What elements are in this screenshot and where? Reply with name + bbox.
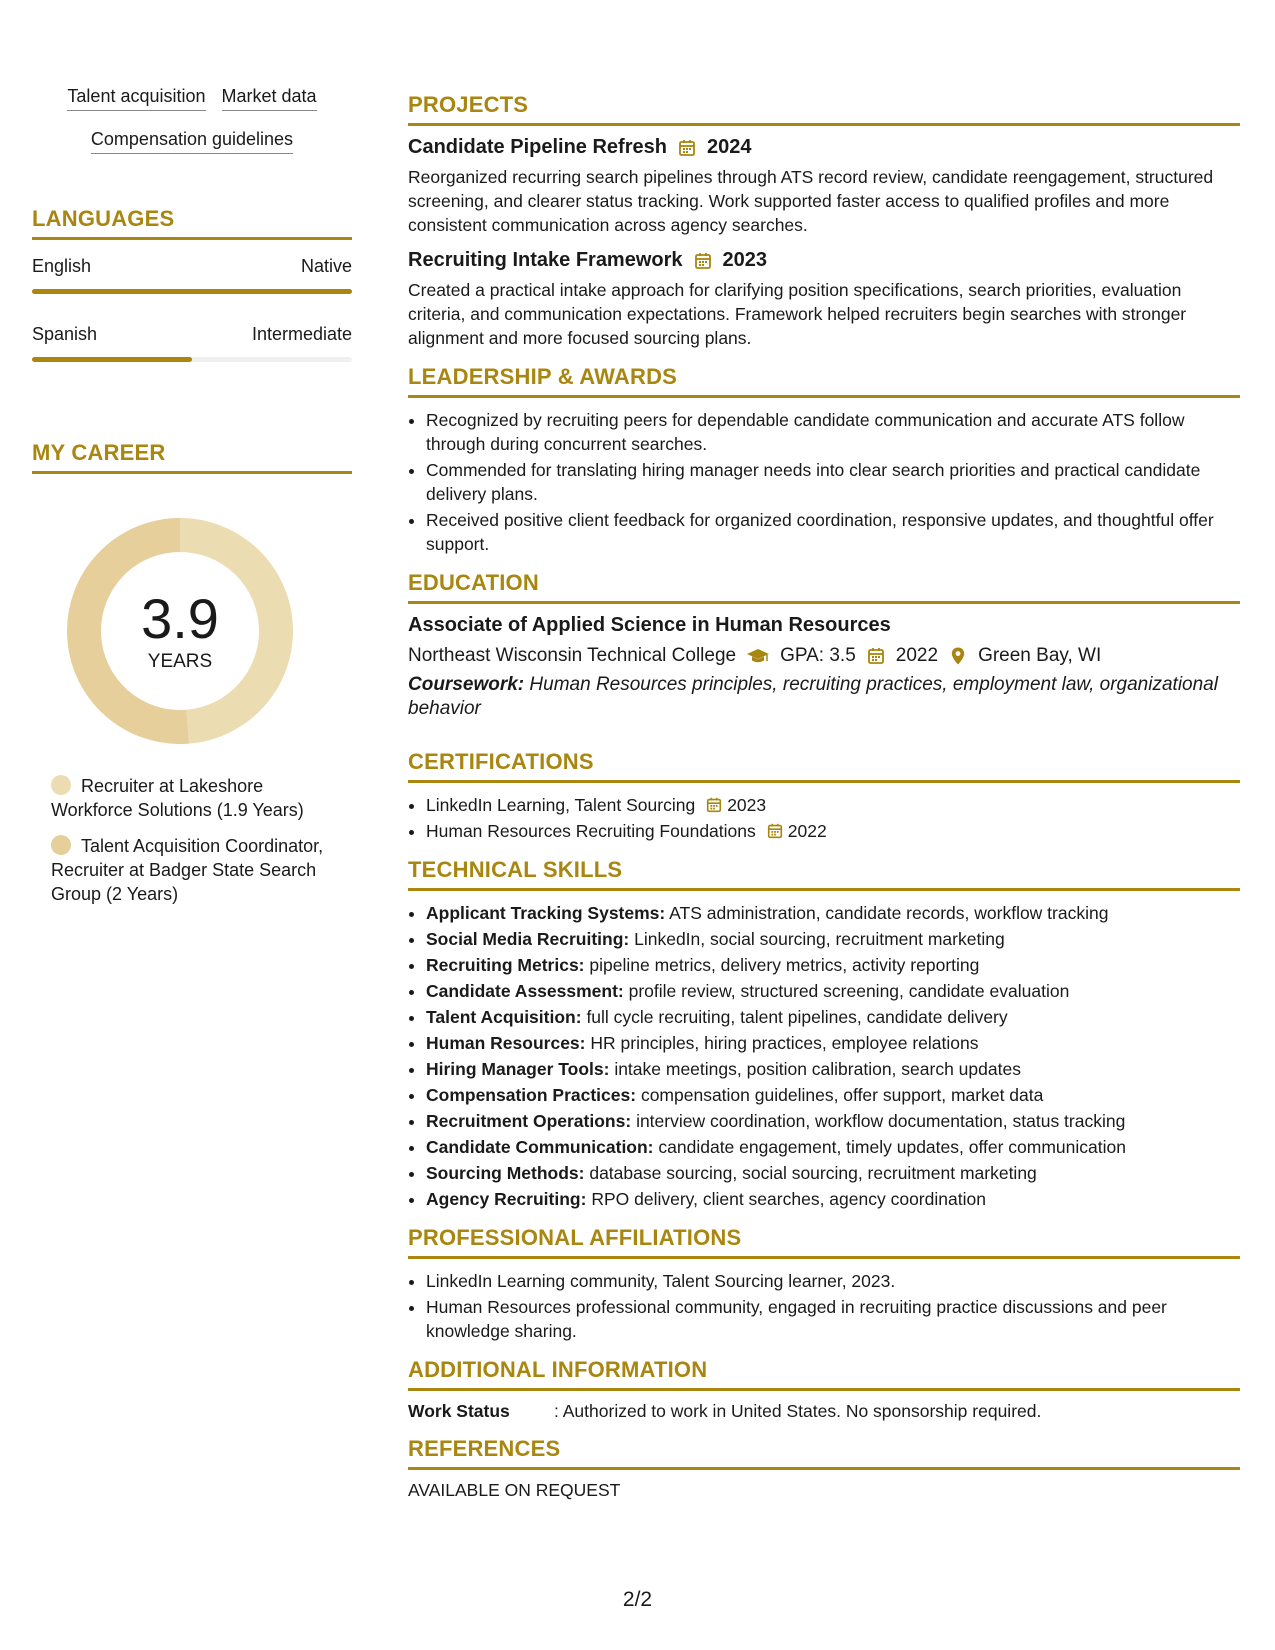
education-section bbox=[408, 570, 1240, 721]
right-column bbox=[408, 92, 1240, 1515]
career-donut bbox=[67, 518, 293, 744]
certification-year: 2023 bbox=[727, 795, 767, 815]
career-section bbox=[32, 440, 352, 906]
tag: Talent acquisition bbox=[67, 86, 205, 111]
projects-section bbox=[408, 92, 1240, 350]
coursework bbox=[408, 673, 1240, 721]
leadership-title: LEADERSHIP & AWARDS bbox=[408, 364, 1240, 398]
project-name: Candidate Pipeline Refresh bbox=[408, 136, 667, 158]
language-item bbox=[32, 324, 352, 362]
location-pin-icon bbox=[948, 646, 968, 666]
skills-section bbox=[408, 857, 1240, 1211]
skill-values: full cycle recruiting, talent pipelines, candidate delivery bbox=[586, 1007, 1008, 1027]
language-bar-fill bbox=[32, 357, 192, 362]
skill-values: ATS administration, candidate records, workflow tracking bbox=[669, 903, 1109, 923]
career-legend bbox=[32, 774, 352, 906]
skill-item bbox=[426, 953, 1240, 977]
references-section bbox=[408, 1436, 1240, 1501]
tag: Market data bbox=[222, 86, 317, 111]
list-item bbox=[426, 819, 1240, 843]
leadership-section bbox=[408, 364, 1240, 556]
page-number: 2/2 bbox=[622, 1588, 653, 1611]
skill-category: Talent Acquisition: bbox=[426, 1007, 582, 1027]
language-bar-fill bbox=[32, 289, 352, 294]
career-role: Talent Acquisition Coordinator, Recruiter at Badger State Search Group (2 Years) bbox=[51, 836, 324, 904]
skill-values: pipeline metrics, delivery metrics, activity reporting bbox=[589, 955, 980, 975]
skill-category: Sourcing Methods: bbox=[426, 1163, 585, 1183]
project-description: Created a practical intake approach for clarifying position specifications, search priorities, evaluation criteria, and communication expectations. Framework helped recruiters begin searches with stronger alignment and more focused sourcing plans. bbox=[408, 280, 1187, 348]
skill-values: RPO delivery, client searches, agency coordination bbox=[591, 1189, 986, 1209]
skill-item bbox=[426, 1083, 1240, 1107]
skill-item bbox=[426, 1057, 1240, 1081]
info-row bbox=[408, 1401, 1240, 1422]
career-donut-center bbox=[67, 518, 293, 744]
project-year: 2023 bbox=[722, 249, 768, 271]
education-title: EDUCATION bbox=[408, 570, 1240, 604]
calendar-icon bbox=[705, 796, 723, 814]
language-name: Spanish bbox=[32, 324, 98, 344]
skill-values: candidate engagement, timely updates, offer communication bbox=[658, 1137, 1126, 1157]
affiliations-title: PROFESSIONAL AFFILIATIONS bbox=[408, 1225, 1240, 1259]
career-total: 3.9 bbox=[141, 587, 219, 650]
skill-category: Candidate Assessment: bbox=[426, 981, 624, 1001]
language-bar bbox=[32, 357, 352, 362]
gpa: GPA: 3.5 bbox=[780, 645, 856, 666]
additional-title: ADDITIONAL INFORMATION bbox=[408, 1357, 1240, 1391]
project-year: 2024 bbox=[706, 136, 752, 158]
certifications-section bbox=[408, 749, 1240, 843]
career-title: MY CAREER bbox=[32, 440, 352, 474]
skills-title: TECHNICAL SKILLS bbox=[408, 857, 1240, 891]
tag: Compensation guidelines bbox=[91, 129, 293, 154]
info-key: Work Status bbox=[408, 1401, 510, 1421]
degree: Associate of Applied Science in Human Resources bbox=[408, 614, 891, 636]
languages-section bbox=[32, 206, 352, 362]
skill-item bbox=[426, 979, 1240, 1003]
certifications-title: CERTIFICATIONS bbox=[408, 749, 1240, 783]
info-value: : Authorized to work in United States. No sponsorship required. bbox=[554, 1401, 1042, 1421]
skill-item bbox=[426, 1005, 1240, 1029]
career-role: Recruiter at Lakeshore Workforce Solutions (1.9 Years) bbox=[51, 776, 304, 820]
languages-title: LANGUAGES bbox=[32, 206, 352, 240]
career-legend-item bbox=[51, 774, 341, 822]
list-item: • Commended for translating hiring manager needs into clear search priorities and practical candidate delivery plans. bbox=[426, 458, 1240, 506]
education-year: 2022 bbox=[895, 645, 939, 666]
legend-dot bbox=[51, 775, 71, 795]
project-name: Recruiting Intake Framework bbox=[408, 249, 683, 271]
skill-item bbox=[426, 1109, 1240, 1133]
keyword-tags bbox=[32, 86, 352, 154]
coursework-text: Human Resources principles, recruiting practices, employment law, organizational behavior bbox=[408, 674, 1218, 719]
language-name: English bbox=[32, 256, 92, 276]
list-item: • LinkedIn Learning community, Talent Sourcing learner, 2023. bbox=[426, 1269, 1240, 1293]
references-text: AVAILABLE ON REQUEST bbox=[408, 1480, 621, 1500]
skill-category: Hiring Manager Tools: bbox=[426, 1059, 610, 1079]
skill-values: compensation guidelines, offer support, market data bbox=[640, 1085, 1044, 1105]
additional-section bbox=[408, 1357, 1240, 1422]
language-bar bbox=[32, 289, 352, 294]
skill-item bbox=[426, 927, 1240, 951]
skill-item bbox=[426, 901, 1240, 925]
skill-item bbox=[426, 1135, 1240, 1159]
references-title: REFERENCES bbox=[408, 1436, 1240, 1470]
skill-values: HR principles, hiring practices, employee relations bbox=[590, 1033, 979, 1053]
skill-category: Recruitment Operations: bbox=[426, 1111, 632, 1131]
projects-title: PROJECTS bbox=[408, 92, 1240, 126]
skill-category: Applicant Tracking Systems: bbox=[426, 903, 666, 923]
skill-category: Recruiting Metrics: bbox=[426, 955, 585, 975]
list-item: • Received positive client feedback for organized coordination, responsive updates, and thoughtful offer support. bbox=[426, 508, 1240, 556]
project-description: Reorganized recurring search pipelines through ATS record review, candidate reengagement, structured screening, and clearer status tracking. Work supported faster access to qualified profiles and more consistent communication across agency searches. bbox=[408, 167, 1214, 235]
skill-values: interview coordination, workflow documentation, status tracking bbox=[636, 1111, 1126, 1131]
skill-item bbox=[426, 1161, 1240, 1185]
skill-category: Compensation Practices: bbox=[426, 1085, 637, 1105]
project-item bbox=[408, 249, 1240, 350]
skill-item bbox=[426, 1187, 1240, 1211]
skill-category: Social Media Recruiting: bbox=[426, 929, 630, 949]
calendar-icon bbox=[693, 251, 713, 271]
skills-list bbox=[408, 901, 1240, 1211]
coursework-label: Coursework: bbox=[408, 674, 525, 695]
skill-category: Human Resources: bbox=[426, 1033, 586, 1053]
career-unit: YEARS bbox=[147, 651, 213, 672]
language-level: Intermediate bbox=[251, 324, 352, 344]
list-item: • Human Resources professional community, engaged in recruiting practice discussions and peer knowledge sharing. bbox=[426, 1295, 1240, 1343]
school: Northeast Wisconsin Technical College bbox=[408, 645, 737, 666]
certification-name: • LinkedIn Learning, Talent Sourcing bbox=[426, 795, 696, 815]
skill-category: Agency Recruiting: bbox=[426, 1189, 587, 1209]
legend-dot bbox=[51, 835, 71, 855]
project-item bbox=[408, 136, 1240, 237]
skill-values: profile review, structured screening, candidate evaluation bbox=[628, 981, 1070, 1001]
calendar-icon bbox=[766, 822, 784, 840]
skill-values: intake meetings, position calibration, search updates bbox=[614, 1059, 1021, 1079]
left-column bbox=[32, 86, 352, 918]
language-item bbox=[32, 256, 352, 294]
affiliations-section bbox=[408, 1225, 1240, 1343]
certification-year: 2022 bbox=[787, 821, 827, 841]
education-location: Green Bay, WI bbox=[978, 645, 1102, 666]
list-item: • Recognized by recruiting peers for dependable candidate communication and accurate ATS follow through during concurrent searches. bbox=[426, 408, 1240, 456]
skill-values: database sourcing, social sourcing, recruitment marketing bbox=[589, 1163, 1037, 1183]
calendar-icon bbox=[677, 138, 697, 158]
skill-values: LinkedIn, social sourcing, recruitment marketing bbox=[634, 929, 1005, 949]
certification-name: • Human Resources Recruiting Foundations bbox=[426, 821, 756, 841]
career-legend-item bbox=[51, 834, 341, 906]
graduation-cap-icon bbox=[746, 646, 770, 666]
calendar-icon bbox=[866, 646, 886, 666]
skill-category: Candidate Communication: bbox=[426, 1137, 654, 1157]
list-item bbox=[426, 793, 1240, 817]
language-level: Native bbox=[300, 256, 352, 276]
skill-item bbox=[426, 1031, 1240, 1055]
